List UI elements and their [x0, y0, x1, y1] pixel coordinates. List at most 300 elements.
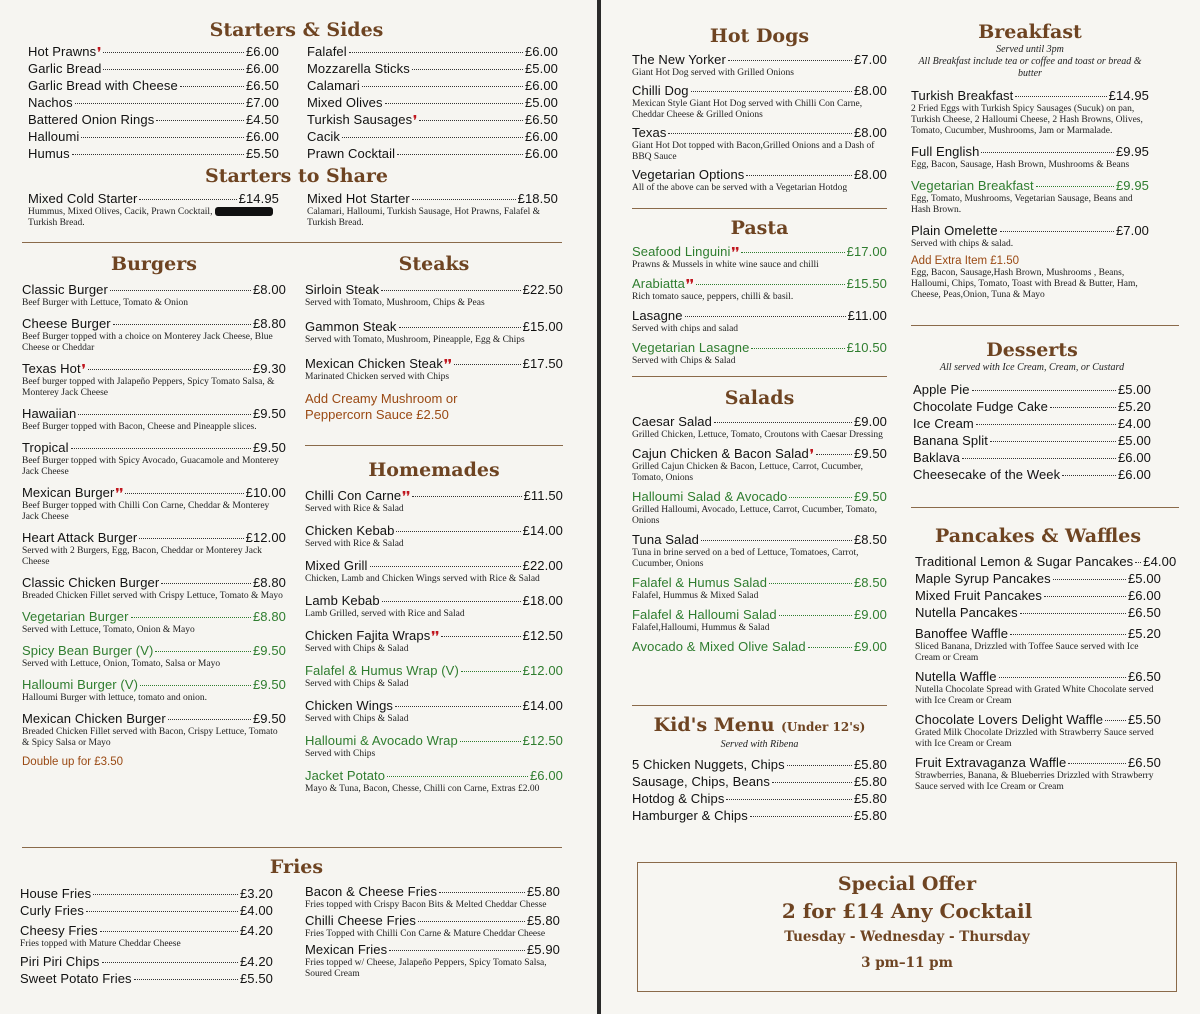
hotdogs-list: [632, 52, 887, 194]
menu-item: [22, 485, 286, 523]
pancakes-list: [915, 554, 1177, 793]
menu-item: [632, 167, 887, 194]
menu-item: [913, 450, 1151, 466]
item-price: £9.50: [252, 677, 286, 692]
item-desc: Halloumi Burger with lettuce, tomato and onion.: [22, 693, 208, 703]
item-name: Vegetarian Options: [632, 167, 745, 182]
item-name: Chocolate Fudge Cake: [913, 399, 1048, 414]
mixed-hot-starter: [307, 191, 558, 229]
item-name: Ice Cream: [913, 416, 974, 431]
divider: [305, 445, 563, 446]
desserts-section: [913, 338, 1151, 483]
item-name: Plain Omelette: [911, 223, 998, 238]
item-price: £5.20: [1117, 399, 1151, 414]
menu-item: [632, 532, 887, 570]
menu-item: [915, 669, 1161, 707]
item-price: £8.00: [853, 125, 887, 140]
divider: [632, 376, 887, 377]
chili-icon: ❜: [81, 362, 86, 376]
item-price: £6.50: [1127, 755, 1161, 770]
kids-list: [632, 757, 887, 824]
item-price: £6.00: [524, 78, 558, 93]
item-name: Lasagne: [632, 308, 683, 323]
dot-leader: [362, 86, 523, 87]
dot-leader: [779, 615, 852, 616]
divider: [632, 705, 887, 706]
menu-item: [28, 78, 279, 94]
menu-item: [305, 319, 563, 346]
homemades-section: [305, 458, 563, 795]
breakfast-title: Breakfast: [978, 21, 1082, 43]
menu-item: [307, 129, 558, 145]
dot-leader: [385, 103, 523, 104]
item-price: £9.50: [252, 406, 286, 421]
dot-leader: [769, 583, 852, 584]
chili-icon: ❜: [413, 113, 418, 127]
item-price: £5.80: [853, 757, 887, 772]
dot-leader: [412, 69, 523, 70]
menu-item: [632, 446, 887, 484]
menu-item: [632, 308, 887, 335]
item-name: Sirloin Steak: [305, 282, 380, 297]
item-name: Mixed Olives: [307, 95, 383, 110]
dot-leader: [1105, 720, 1126, 721]
item-name: Seafood Linguini: [632, 244, 731, 259]
item-desc: All of the above can be served with a Vegetarian Hotdog: [632, 183, 848, 193]
item-desc: Grated Milk Chocolate Drizzled with Strawberry Sauce served with Ice Cream or Cream: [915, 728, 1154, 749]
dot-leader: [139, 538, 243, 539]
divider: [22, 242, 562, 243]
item-price: £14.95: [1108, 88, 1149, 103]
burgers-section: [22, 252, 286, 769]
chili-icon: ❜❜: [443, 357, 452, 371]
item-price: £12.00: [245, 530, 286, 545]
item-price: £5.80: [853, 774, 887, 789]
item-name: Arabiatta: [632, 276, 685, 291]
item-price: £8.50: [853, 575, 887, 590]
item-name: Banoffee Waffle: [915, 626, 1009, 641]
item-price: £8.80: [252, 575, 286, 590]
item-desc: Fries topped with Mature Cheddar Cheese: [20, 939, 181, 949]
menu-item: [632, 340, 887, 367]
dot-leader: [156, 120, 244, 121]
dot-leader: [1135, 562, 1141, 563]
dot-leader: [389, 950, 525, 951]
dot-leader: [728, 60, 852, 61]
menu-item: [632, 244, 887, 271]
dot-leader: [103, 69, 244, 70]
item-price: £6.00: [524, 146, 558, 161]
item-price: £4.00: [1117, 416, 1151, 431]
menu-item: [28, 61, 279, 77]
dot-leader: [88, 369, 251, 370]
item-price: £14.00: [522, 698, 563, 713]
item-name: Nachos: [28, 95, 73, 110]
chili-icon: ❜❜: [402, 489, 411, 503]
menu-item: [307, 44, 558, 60]
item-name: Hawaiian: [22, 406, 77, 421]
dot-leader: [726, 799, 852, 800]
divider: [22, 847, 562, 848]
item-price: £9.50: [853, 446, 887, 461]
item-price: £9.00: [853, 414, 887, 429]
double-up-note: Double up for £3.50: [22, 756, 124, 768]
menu-item: [20, 903, 273, 919]
menu-item: [22, 316, 286, 354]
item-price: £5.80: [853, 808, 887, 823]
item-name: Chocolate Lovers Delight Waffle: [915, 712, 1104, 727]
item-desc: Breaded Chicken Fillet served with Crispy Lettuce, Tomato & Mayo: [22, 591, 283, 601]
mixed-cold-starter: [28, 191, 279, 229]
chili-icon: ❜: [809, 447, 814, 461]
item-price: £12.50: [522, 628, 563, 643]
item-desc: Lamb Grilled, served with Rice and Salad: [305, 609, 465, 619]
item-price: £6.00: [529, 768, 563, 783]
item-name: Hamburger & Chips: [632, 808, 748, 823]
dot-leader: [418, 921, 525, 922]
dot-leader: [1062, 475, 1116, 476]
dot-leader: [772, 782, 852, 783]
item-name: Vegetarian Lasagne: [632, 340, 750, 355]
menu-item: [22, 530, 286, 568]
dot-leader: [1020, 613, 1126, 614]
item-price: £5.00: [1117, 433, 1151, 448]
menu-item: [305, 698, 563, 725]
dot-leader: [816, 454, 852, 455]
item-price: £5.00: [524, 95, 558, 110]
dot-leader: [668, 133, 851, 134]
dot-leader: [72, 154, 244, 155]
menu-item: [915, 588, 1161, 604]
starters-sides-title: Starters & Sides: [209, 19, 384, 41]
item-name: Curly Fries: [20, 903, 84, 918]
item-price: £7.00: [245, 95, 279, 110]
item-desc: Hummus, Mixed Olives, Cacik, Prawn Cocktail,: [28, 207, 213, 217]
item-name: Mexican Fries: [305, 942, 388, 957]
item-price: £8.00: [252, 282, 286, 297]
offer-days: Tuesday - Wednesday - Thursday: [784, 929, 1030, 945]
dot-leader: [140, 685, 251, 686]
item-price: £9.95: [1115, 178, 1149, 193]
dot-leader: [1015, 96, 1106, 97]
item-name: Nutella Pancakes: [915, 605, 1018, 620]
item-name: Full English: [911, 144, 980, 159]
fries-col1: [20, 886, 273, 987]
dot-leader: [412, 496, 521, 497]
pancakes-section: [915, 524, 1177, 793]
menu-item: [22, 440, 286, 478]
item-name: Lamb Kebab: [305, 593, 380, 608]
item-desc: Served with Rice & Salad: [305, 504, 404, 514]
item-name: Halloumi Salad & Avocado: [632, 489, 788, 504]
chili-icon: ❜❜: [685, 277, 694, 291]
menu-item: [20, 886, 273, 902]
item-price: £9.50: [252, 440, 286, 455]
dot-leader: [1050, 407, 1116, 408]
menu-item: [632, 575, 887, 602]
burgers-list: [22, 282, 286, 749]
dot-leader: [399, 327, 521, 328]
item-desc: Beef burger topped with Jalapeño Peppers, Spicy Tomato Salsa, & Monterey Jack Cheese: [22, 377, 275, 398]
dot-leader: [102, 962, 238, 963]
desserts-note: All served with Ice Cream, Cream, or Custard: [939, 362, 1125, 373]
item-desc: Falafel, Hummus & Mixed Salad: [632, 591, 759, 601]
salads-section: [632, 386, 887, 655]
item-price: £5.80: [526, 913, 560, 928]
item-name: Mixed Cold Starter: [28, 191, 138, 206]
item-desc: Beef Burger with Lettuce, Tomato & Onion: [22, 298, 188, 308]
dot-leader: [461, 671, 521, 672]
item-desc: Served with Tomato, Mushroom, Pineapple, Egg & Chips: [305, 335, 525, 345]
dot-leader: [972, 390, 1116, 391]
dot-leader: [396, 531, 520, 532]
item-name: Tuna Salad: [632, 532, 700, 547]
starters-share-title: Starters to Share: [204, 165, 388, 187]
item-name: Chilli Dog: [632, 83, 689, 98]
item-name: Baklava: [913, 450, 960, 465]
menu-item: [911, 178, 1149, 216]
offer-hours: 3 pm–11 pm: [861, 955, 953, 971]
dot-leader: [419, 120, 523, 121]
menu-item: [20, 923, 273, 950]
item-name: Hotdog & Chips: [632, 791, 725, 806]
item-name: Bacon & Cheese Fries: [305, 884, 438, 899]
menu-item: [305, 884, 560, 911]
item-price: £15.00: [522, 319, 563, 334]
menu-item: [22, 361, 286, 399]
menu-item: [632, 774, 887, 790]
item-price: £4.00: [239, 903, 273, 918]
divider: [911, 507, 1179, 508]
kids-section: [632, 713, 887, 824]
kids-title: Kid's Menu: [653, 714, 775, 736]
dot-leader: [441, 636, 520, 637]
item-price: £18.50: [517, 191, 558, 206]
item-name: Cajun Chicken & Bacon Salad: [632, 446, 809, 461]
item-name: Banana Split: [913, 433, 988, 448]
item-name: Falafel & Halloumi Salad: [632, 607, 777, 622]
item-name: Halloumi: [28, 129, 80, 144]
item-name: Gammon Steak: [305, 319, 397, 334]
divider: [632, 208, 887, 209]
item-name: Cacik: [307, 129, 341, 144]
item-desc: Served with Lettuce, Onion, Tomato, Salsa or Mayo: [22, 659, 221, 669]
dot-leader: [1053, 579, 1126, 580]
item-price: £11.50: [523, 488, 563, 503]
menu-item: [632, 125, 887, 163]
item-desc: Giant Hot Dog served with Grilled Onions: [632, 68, 795, 78]
menu-item: [28, 112, 279, 128]
item-name: Prawn Cocktail: [307, 146, 396, 161]
fries-title: Fries: [269, 856, 324, 878]
item-name: Humus: [28, 146, 70, 161]
item-desc: Grilled Halloumi, Avocado, Lettuce, Carrot, Cucumber, Tomato, Onions: [632, 505, 878, 526]
menu-item: [915, 571, 1161, 587]
item-name: Mexican Burger: [22, 485, 115, 500]
menu-item: [911, 144, 1149, 171]
item-price: £9.95: [1115, 144, 1149, 159]
item-name: Falafel & Humus Wrap (V): [305, 663, 459, 678]
item-price: £6.50: [245, 78, 279, 93]
desserts-list: [913, 382, 1151, 483]
item-price: £6.00: [1117, 450, 1151, 465]
item-price: £5.50: [239, 971, 273, 986]
item-name: Chilli Con Carne: [305, 488, 402, 503]
menu-item: [22, 575, 286, 602]
item-desc: Served with chips and salad: [632, 324, 739, 334]
item-name: Turkish Sausages: [307, 112, 413, 127]
item-price: £8.80: [252, 609, 286, 624]
item-desc: Served with 2 Burgers, Egg, Bacon, Cheddar or Monterey Jack Cheese: [22, 546, 262, 567]
item-name: Texas: [632, 125, 667, 140]
dot-leader: [976, 424, 1116, 425]
item-price: £5.00: [1117, 382, 1151, 397]
item-desc: Beef Burger topped with a choice on Monterey Jack Cheese, Blue Cheese or Cheddar: [22, 332, 273, 353]
menu-item: [22, 609, 286, 636]
hotdogs-section: [632, 24, 887, 194]
item-name: Falafel: [307, 44, 347, 59]
item-price: £5.00: [1127, 571, 1161, 586]
chili-icon: ❜❜: [115, 486, 124, 500]
menu-item: [305, 593, 563, 620]
item-price: £4.20: [239, 923, 273, 938]
salads-list: [632, 414, 887, 655]
item-price: £6.00: [1117, 467, 1151, 482]
menu-item: [915, 755, 1161, 793]
menu-item: [305, 356, 563, 383]
menu-item: [632, 757, 887, 773]
pasta-title: Pasta: [730, 217, 789, 239]
item-name: Mixed Grill: [305, 558, 368, 573]
item-desc: Beef Burger topped with Spicy Avocado, Guacamole and Monterey Jack Cheese: [22, 456, 279, 477]
item-price: £18.00: [522, 593, 563, 608]
menu-item: [22, 282, 286, 309]
menu-item: [632, 276, 887, 303]
kids-title-age: (Under 12's): [781, 720, 866, 734]
item-desc: Beef Burger topped with Chilli Con Carne, Cheddar & Monterey Jack Cheese: [22, 501, 270, 522]
dot-leader: [439, 892, 525, 893]
item-name: Chicken Wings: [305, 698, 393, 713]
fries-col2: [305, 884, 560, 980]
item-price: £4.50: [245, 112, 279, 127]
menu-item: [632, 414, 887, 441]
menu-item: [913, 399, 1151, 415]
item-name: Mozzarella Sticks: [307, 61, 410, 76]
menu-item: [632, 83, 887, 121]
menu-left-page: [0, 0, 597, 1014]
item-desc: Breaded Chicken Fillet served with Bacon, Crispy Lettuce, Tomato & Spicy Salsa or Mayo: [22, 727, 278, 748]
dot-leader: [395, 706, 521, 707]
item-name: Hot Prawns: [28, 44, 97, 59]
dot-leader: [1010, 634, 1126, 635]
item-name: Cheesecake of the Week: [913, 467, 1061, 482]
item-desc: Egg, Tomato, Mushrooms, Vegetarian Sausage, Beans and Hash Brown.: [911, 194, 1133, 215]
dot-leader: [75, 103, 244, 104]
item-price: £5.80: [853, 791, 887, 806]
item-price: £8.00: [853, 167, 887, 182]
dot-leader: [981, 152, 1114, 153]
item-name: Heart Attack Burger: [22, 530, 138, 545]
item-price: £5.20: [1127, 626, 1161, 641]
dot-leader: [1044, 596, 1126, 597]
dot-leader: [696, 284, 845, 285]
menu-item: [632, 607, 887, 634]
item-desc: Fries Topped with Chilli Con Carne & Mature Cheddar Cheese: [305, 929, 546, 939]
dot-leader: [110, 290, 251, 291]
item-desc: Served with Lettuce, Tomato, Onion & Mayo: [22, 625, 195, 635]
item-price: £6.00: [1127, 588, 1161, 603]
item-name: Sweet Potato Fries: [20, 971, 132, 986]
menu-item: [307, 146, 558, 162]
homemades-list: [305, 488, 563, 795]
menu-item: [305, 733, 563, 760]
dot-leader: [999, 677, 1126, 678]
item-price: £4.00: [1143, 554, 1177, 569]
item-desc: Served with chips & salad.: [911, 239, 1014, 249]
item-price: £4.20: [239, 954, 273, 969]
item-desc: Grilled Cajun Chicken & Bacon, Lettuce, Carrot, Cucumber, Tomato, Onions: [632, 462, 863, 483]
menu-item: [307, 78, 558, 94]
item-desc: Served with Rice & Salad: [305, 539, 404, 549]
item-price: £7.00: [1115, 223, 1149, 238]
item-desc: Served with Chips: [305, 749, 376, 759]
dot-leader: [81, 137, 244, 138]
menu-item: [305, 488, 563, 515]
item-desc: Falafel,Halloumi, Hummus & Salad: [632, 623, 770, 633]
dot-leader: [93, 894, 238, 895]
menu-item: [305, 768, 563, 795]
starters-sides-col1: [28, 44, 279, 162]
menu-item: [915, 712, 1161, 750]
item-name: Nutella Waffle: [915, 669, 997, 684]
dot-leader: [787, 765, 852, 766]
dot-leader: [161, 583, 251, 584]
menu-item: [305, 523, 563, 550]
item-name: Battered Onion Rings: [28, 112, 155, 127]
item-desc: Sliced Banana, Drizzled with Toffee Sauce served with Ice Cream or Cream: [915, 642, 1139, 663]
item-desc: Served with Chips & Salad: [305, 714, 409, 724]
item-price: £9.00: [853, 639, 887, 654]
dot-leader: [86, 911, 238, 912]
item-name: Avocado & Mixed Olive Salad: [632, 639, 806, 654]
item-desc: Mayo & Tuna, Bacon, Chesse, Chilli con Carne, Extras £2.00: [305, 784, 540, 794]
dot-leader: [691, 91, 852, 92]
salads-title: Salads: [724, 387, 795, 409]
dot-leader: [387, 776, 528, 777]
menu-item: [22, 643, 286, 670]
dot-leader: [1068, 763, 1126, 764]
item-name: Halloumi & Avocado Wrap: [305, 733, 458, 748]
item-desc: Chicken, Lamb and Chicken Wings served with Rice & Salad: [305, 574, 540, 584]
item-desc: Prawns & Mussels in white wine sauce and chilli: [632, 260, 819, 270]
menu-item: [28, 129, 279, 145]
item-name: Mixed Hot Starter: [307, 191, 410, 206]
extra-item-note: Add Extra Item £1.50: [911, 255, 1020, 267]
dot-leader: [168, 719, 251, 720]
item-price: £6.00: [245, 44, 279, 59]
menu-item: [305, 913, 560, 940]
item-desc: Served with Tomato, Mushroom, Chips & Peas: [305, 298, 485, 308]
menu-item: [22, 406, 286, 433]
item-price: £15.50: [846, 276, 887, 291]
item-price: £9.30: [252, 361, 286, 376]
item-desc: Beef Burger topped with Bacon, Cheese and Pineapple slices.: [22, 422, 257, 432]
item-name: Garlic Bread: [28, 61, 102, 76]
burgers-title: Burgers: [111, 253, 197, 275]
item-price: £6.00: [245, 129, 279, 144]
dot-leader: [751, 348, 844, 349]
menu-item: [305, 942, 560, 980]
